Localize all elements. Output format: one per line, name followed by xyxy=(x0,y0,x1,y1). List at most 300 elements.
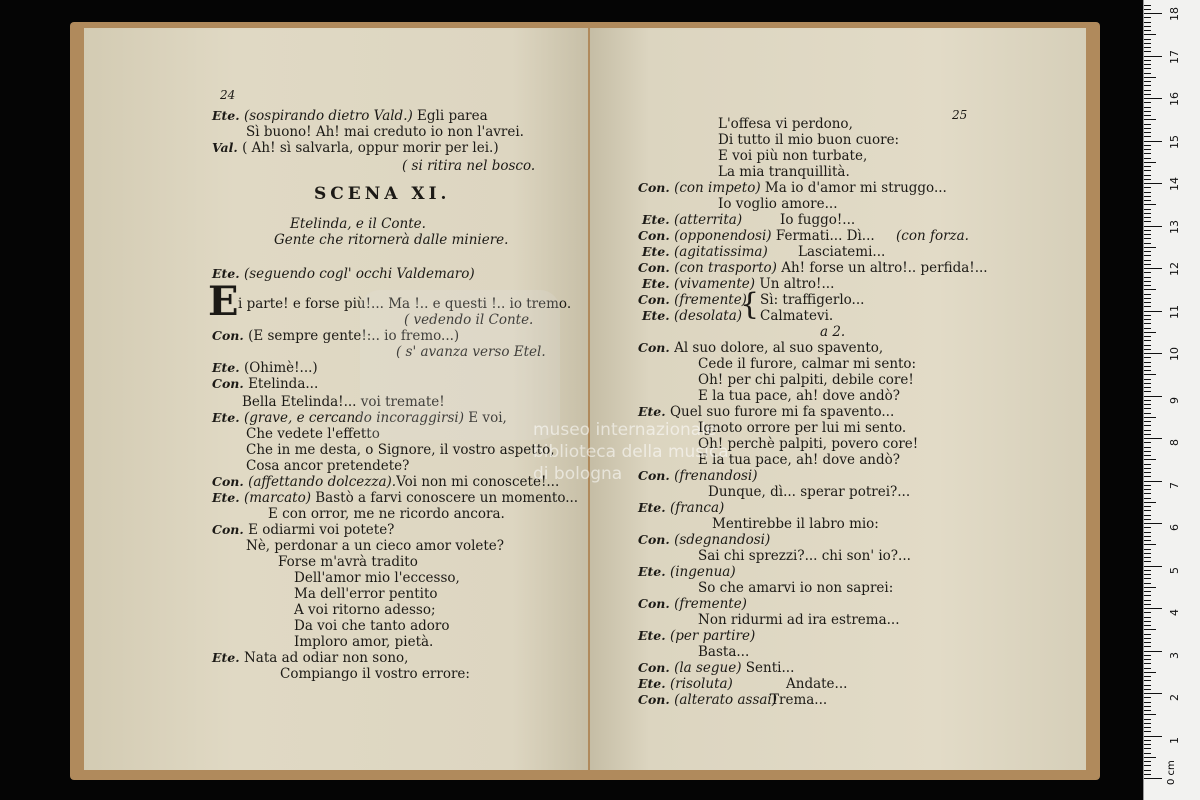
text-line xyxy=(290,216,426,232)
ruler-tick xyxy=(1144,774,1151,775)
speaker-label: Con. xyxy=(212,376,249,391)
stage-direction: ( vedendo il Conte. xyxy=(404,312,534,328)
text-line xyxy=(402,158,535,174)
text-line xyxy=(246,426,380,442)
scene-heading: SCENA XI. xyxy=(314,184,451,204)
stage-direction: (fremente) xyxy=(674,596,747,612)
verse-text: Nè, perdonar a un cieco amor volete? xyxy=(246,538,505,554)
ruler-tick xyxy=(1144,519,1151,520)
ruler-tick xyxy=(1144,638,1151,639)
ruler-tick xyxy=(1144,162,1156,163)
ruler-number: 2 xyxy=(1168,694,1181,701)
ruler-tick xyxy=(1144,600,1151,601)
stage-direction: Gente che ritornerà dalle miniere. xyxy=(274,232,509,248)
stage-direction: (vivamente) xyxy=(673,276,756,292)
text-line xyxy=(268,506,505,522)
text-line xyxy=(294,618,449,634)
ruler-number: 13 xyxy=(1168,219,1181,234)
ruler-tick xyxy=(1144,723,1151,724)
text-line xyxy=(638,340,883,356)
verse-text: Un altro!... xyxy=(755,276,835,292)
ruler-tick xyxy=(1144,85,1151,86)
ruler-tick xyxy=(1144,13,1162,14)
text-line xyxy=(638,564,736,580)
speaker-label: Con. xyxy=(638,468,675,483)
verse-text: Andate... xyxy=(786,676,848,692)
speaker-label: Ete. xyxy=(642,276,674,291)
ruler-tick xyxy=(1144,213,1151,214)
ruler-tick xyxy=(1144,294,1151,295)
ruler-tick xyxy=(1144,391,1151,392)
ruler-tick xyxy=(1144,629,1156,630)
text-line xyxy=(718,148,867,164)
speaker-label: Con. xyxy=(638,292,675,307)
ruler-tick xyxy=(1144,319,1151,320)
stage-direction: a 2. xyxy=(820,324,846,340)
ruler-number: 8 xyxy=(1168,439,1181,446)
speaker-label: Con. xyxy=(212,328,249,343)
ruler-tick xyxy=(1144,489,1151,490)
speaker-label: Con. xyxy=(638,260,675,275)
verse-text: E la tua pace, ah! dove andò? xyxy=(698,452,900,468)
ruler-tick xyxy=(1144,455,1151,456)
verse-text: Imploro amor, pietà. xyxy=(294,634,434,650)
ruler-tick xyxy=(1144,689,1151,690)
verse-text: Mentirebbe il labro mio: xyxy=(712,516,879,532)
verse-text: Ah! forse un altro!.. perfida!... xyxy=(776,260,988,276)
text-line xyxy=(642,244,886,260)
ruler-tick xyxy=(1144,578,1151,579)
stage-direction: (desolata) xyxy=(673,308,743,324)
watermark-logo xyxy=(360,290,560,440)
speaker-label: Con. xyxy=(638,228,675,243)
ruler-tick xyxy=(1144,9,1151,10)
text-line xyxy=(274,232,508,248)
ruler-tick xyxy=(1144,166,1151,167)
ruler-tick xyxy=(1144,315,1151,316)
stage-direction: (marcato) xyxy=(243,490,311,506)
ruler-tick xyxy=(1144,255,1151,256)
speaker-label: Con. xyxy=(638,340,675,355)
text-line xyxy=(212,360,318,376)
ruler-tick xyxy=(1144,697,1151,698)
ruler-tick xyxy=(1144,544,1156,545)
stage-direction: (alterato assai) xyxy=(674,692,778,708)
ruler-tick xyxy=(1144,124,1151,125)
stage-direction: ( si ritira nel bosco. xyxy=(402,158,536,174)
verse-text: Ma dell'error pentito xyxy=(294,586,438,602)
watermark-text: di bologna xyxy=(533,464,623,484)
ruler-tick xyxy=(1144,94,1151,95)
verse-text: Quel suo furore mi fa spavento... xyxy=(669,404,895,420)
ruler-tick xyxy=(1144,60,1151,61)
ruler-tick xyxy=(1144,183,1162,184)
stage-direction: (affettando dolcezza). xyxy=(248,474,397,490)
ruler-tick xyxy=(1144,64,1151,65)
verse-text: Basta... xyxy=(698,644,750,660)
verse-text: Che vedete l'effetto xyxy=(246,426,380,442)
ruler-tick xyxy=(1144,22,1151,23)
verse-text: Io voglio amore... xyxy=(718,196,838,212)
text-line xyxy=(698,388,900,404)
ruler-tick xyxy=(1144,651,1162,652)
verse-text: Ma io d'amor mi struggo... xyxy=(760,180,947,196)
text-line xyxy=(638,628,755,644)
verse-text: E odiarmi voi potete? xyxy=(248,522,395,538)
ruler-tick xyxy=(1144,264,1151,265)
ruler-tick xyxy=(1144,234,1151,235)
text-line xyxy=(246,538,504,554)
text-line xyxy=(212,266,475,282)
text-line xyxy=(212,490,578,506)
ruler-tick xyxy=(1144,30,1151,31)
ruler-tick xyxy=(1144,90,1151,91)
verse-text: Io fuggo!... xyxy=(780,212,856,228)
ruler-tick xyxy=(1144,595,1151,596)
right-page xyxy=(590,28,1086,770)
ruler-number: 9 xyxy=(1168,396,1181,404)
ruler-tick xyxy=(1144,204,1156,205)
ruler-tick xyxy=(1144,306,1151,307)
verse-text: Lasciatemi... xyxy=(798,244,886,260)
ruler-tick xyxy=(1144,34,1156,35)
ruler-tick xyxy=(1144,153,1151,154)
verse-text: Bastò a farvi conoscere un momento... xyxy=(310,490,579,506)
ruler-tick xyxy=(1144,68,1151,69)
ruler-tick xyxy=(1144,744,1151,745)
text-line xyxy=(718,164,850,180)
ruler-tick xyxy=(1144,77,1156,78)
ruler-tick xyxy=(1144,710,1151,711)
ruler-tick xyxy=(1144,362,1151,363)
ruler-tick xyxy=(1144,472,1151,473)
verse-text: Oh! perchè palpiti, povero core! xyxy=(698,436,919,452)
ruler-tick xyxy=(1144,243,1151,244)
text-line xyxy=(212,140,499,156)
stage-direction: (fremente) xyxy=(674,292,747,308)
ruler-tick xyxy=(1144,396,1162,397)
verse-text: Calmatevi. xyxy=(760,308,834,324)
ruler-tick xyxy=(1144,413,1151,414)
text-line xyxy=(642,212,856,228)
ruler-tick xyxy=(1144,145,1151,146)
verse-text: i parte! e forse più!... Ma !.. e questi !.. io tremo. xyxy=(238,296,572,312)
ruler-tick xyxy=(1144,311,1162,312)
ruler-tick xyxy=(1144,748,1151,749)
ruler-number: 16 xyxy=(1168,92,1181,106)
ruler-tick xyxy=(1144,553,1151,554)
page-number: 25 xyxy=(952,108,968,122)
watermark-text: biblioteca della musica xyxy=(533,442,729,462)
ruler-tick xyxy=(1144,778,1162,779)
page-number: 24 xyxy=(220,88,236,102)
text-line xyxy=(246,124,524,140)
verse-text: Forse m'avrà tradito xyxy=(278,554,418,570)
ruler-number: 17 xyxy=(1168,49,1181,64)
text-line xyxy=(698,580,893,596)
ruler-tick xyxy=(1144,302,1151,303)
ruler-tick xyxy=(1144,289,1156,290)
ruler-tick xyxy=(1144,642,1151,643)
ruler-tick xyxy=(1144,366,1151,367)
ruler-tick xyxy=(1144,281,1151,282)
verse-text: (Ohimè!...) xyxy=(243,360,318,376)
verse-text: Fermati... Dì... xyxy=(771,228,875,244)
ruler-tick xyxy=(1144,175,1151,176)
ruler-tick xyxy=(1144,668,1151,669)
verse-text: Al suo dolore, al suo spavento, xyxy=(674,340,884,356)
stage-direction: (franca) xyxy=(669,500,725,516)
ruler-tick xyxy=(1144,685,1151,686)
text-line xyxy=(212,376,318,392)
verse-text: Compiango il vostro errore: xyxy=(280,666,470,682)
verse-text: Che in me desta, o Signore, il vostro aspetto, xyxy=(246,442,555,458)
verse-text: Senti... xyxy=(741,660,795,676)
ruler-tick xyxy=(1144,247,1156,248)
speaker-label: Ete. xyxy=(638,564,670,579)
ruler-number: 1 xyxy=(1168,736,1181,744)
ruler-tick xyxy=(1144,5,1151,6)
ruler-tick xyxy=(1144,527,1151,528)
speaker-label: Con. xyxy=(638,180,675,195)
ruler-tick xyxy=(1144,706,1151,707)
ruler-tick xyxy=(1144,506,1151,507)
speaker-label: Ete. xyxy=(638,628,670,643)
ruler-tick xyxy=(1144,421,1151,422)
ruler-tick xyxy=(1144,26,1151,27)
ruler-tick xyxy=(1144,209,1151,210)
brace-glyph: { xyxy=(740,287,760,322)
ruler-tick xyxy=(1144,404,1151,405)
ruler-tick xyxy=(1144,187,1151,188)
ruler-tick xyxy=(1144,672,1156,673)
ruler-tick xyxy=(1144,570,1151,571)
text-line xyxy=(638,500,724,516)
text-line xyxy=(638,404,894,420)
ruler-tick xyxy=(1144,655,1151,656)
text-line xyxy=(698,644,749,660)
speaker-label: Con. xyxy=(638,596,675,611)
stage-direction: (con impeto) xyxy=(674,180,761,196)
ruler-tick xyxy=(1144,387,1151,388)
ruler-tick xyxy=(1144,540,1151,541)
speaker-label: Val. xyxy=(212,140,243,155)
text-line xyxy=(698,612,900,628)
ruler-tick xyxy=(1144,170,1151,171)
speaker-label: Ete. xyxy=(642,244,674,259)
ruler-tick xyxy=(1144,587,1156,588)
ruler-tick xyxy=(1144,336,1151,337)
stage-direction: (sospirando dietro Vald.) xyxy=(243,108,413,124)
ruler-tick xyxy=(1144,617,1151,618)
ruler-tick xyxy=(1144,39,1151,40)
text-line xyxy=(712,516,879,532)
ruler-tick xyxy=(1144,604,1151,605)
ruler-tick xyxy=(1144,523,1162,524)
stage-direction: (risoluta) xyxy=(669,676,733,692)
stage-direction: (grave, e cercando incoraggirsi) xyxy=(243,410,464,426)
ruler-tick xyxy=(1144,417,1156,418)
ruler-tick xyxy=(1144,115,1151,116)
ruler-tick xyxy=(1144,323,1151,324)
ruler-tick xyxy=(1144,379,1151,380)
ruler-tick xyxy=(1144,47,1151,48)
speaker-label: Con. xyxy=(638,692,675,707)
verse-text: E la tua pace, ah! dove andò? xyxy=(698,388,900,404)
ruler-number: 18 xyxy=(1168,7,1181,21)
ruler-tick xyxy=(1144,502,1156,503)
verse-text: L'offesa vi perdono, xyxy=(718,116,853,132)
ruler-tick xyxy=(1144,485,1151,486)
ruler-tick xyxy=(1144,17,1151,18)
ruler-tick xyxy=(1144,442,1151,443)
text-line xyxy=(708,484,910,500)
text-line xyxy=(638,468,758,484)
text-line xyxy=(294,586,438,602)
ruler-tick xyxy=(1144,719,1151,720)
stage-direction: ( s' avanza verso Etel. xyxy=(396,344,546,360)
stage-direction: Etelinda, e il Conte. xyxy=(290,216,426,232)
ruler-tick xyxy=(1144,272,1151,273)
stage-direction: (opponendosi) xyxy=(674,228,772,244)
ruler-tick xyxy=(1144,132,1151,133)
ruler-tick xyxy=(1144,357,1151,358)
text-line xyxy=(294,602,436,618)
ruler-tick xyxy=(1144,43,1151,44)
verse-text: Sai chi sprezzi?... chi son' io?... xyxy=(698,548,911,564)
ruler-tick xyxy=(1144,621,1151,622)
text-line xyxy=(718,116,853,132)
ruler-tick xyxy=(1144,349,1151,350)
text-line xyxy=(294,634,433,650)
verse-text: Cosa ancor pretendete? xyxy=(246,458,410,474)
text-line xyxy=(638,292,865,308)
ruler-tick xyxy=(1144,634,1151,635)
ruler-tick xyxy=(1144,149,1151,150)
ruler-tick xyxy=(1144,226,1162,227)
ruler-tick xyxy=(1144,498,1151,499)
ruler-number: 6 xyxy=(1168,524,1181,531)
verse-text: Non ridurmi ad ira estrema... xyxy=(698,612,900,628)
verse-text: ( Ah! sì salvarla, oppur morir per lei.) xyxy=(242,140,499,156)
stage-direction: (sdegnandosi) xyxy=(674,532,771,548)
ruler-tick xyxy=(1144,493,1151,494)
ruler-tick xyxy=(1144,425,1151,426)
ruler-tick xyxy=(1144,285,1151,286)
stage-direction: (frenandosi) xyxy=(674,468,758,484)
ruler-tick xyxy=(1144,714,1156,715)
stage-direction: (per partire) xyxy=(669,628,756,644)
verse-text: Voi non mi conoscete!... xyxy=(396,474,560,490)
ruler-tick xyxy=(1144,753,1151,754)
ruler-tick xyxy=(1144,757,1156,758)
text-line xyxy=(698,548,911,564)
text-line xyxy=(212,474,559,490)
verse-text: Da voi che tanto adoro xyxy=(294,618,450,634)
ruler-tick xyxy=(1144,447,1151,448)
verse-text: La mia tranquillità. xyxy=(718,164,850,180)
ruler-tick xyxy=(1144,332,1156,333)
speaker-label: Ete. xyxy=(642,308,674,323)
ruler-tick xyxy=(1144,510,1151,511)
ruler-tick xyxy=(1144,663,1151,664)
ruler-tick xyxy=(1144,680,1151,681)
ruler-tick xyxy=(1144,408,1151,409)
verse-text: Dell'amor mio l'eccesso, xyxy=(294,570,460,586)
verse-text: A voi ritorno adesso; xyxy=(294,602,436,618)
text-line xyxy=(212,522,394,538)
ruler-tick xyxy=(1144,158,1151,159)
ruler-tick xyxy=(1144,434,1151,435)
ruler-tick xyxy=(1144,102,1151,103)
ruler-tick xyxy=(1144,727,1151,728)
verse-text: E voi più non turbate, xyxy=(718,148,868,164)
ruler-tick xyxy=(1144,345,1151,346)
verse-text: Egli parea xyxy=(412,108,488,124)
text-line xyxy=(638,596,747,612)
speaker-label: Ete. xyxy=(638,404,670,419)
ruler-tick xyxy=(1144,676,1151,677)
ruler-number: 5 xyxy=(1168,566,1181,574)
drop-cap: E xyxy=(208,278,239,325)
ruler-tick xyxy=(1144,574,1151,575)
ruler-tick xyxy=(1144,221,1151,222)
ruler-tick xyxy=(1144,557,1151,558)
verse-text: Cede il furore, calmar mi sento: xyxy=(698,356,917,372)
text-line xyxy=(212,650,408,666)
text-line xyxy=(698,420,906,436)
ruler-tick xyxy=(1144,107,1151,108)
stage-direction: (atterrita) xyxy=(673,212,743,228)
ruler-tick xyxy=(1144,230,1151,231)
ruler-tick xyxy=(1144,370,1151,371)
ruler-tick xyxy=(1144,196,1151,197)
verse-text: So che amarvi io non saprei: xyxy=(698,580,894,596)
ruler-tick xyxy=(1144,277,1151,278)
text-line xyxy=(294,570,460,586)
ruler-number: 3 xyxy=(1168,651,1181,659)
ruler-tick xyxy=(1144,536,1151,537)
text-line xyxy=(280,666,470,682)
speaker-label: Ete. xyxy=(212,360,244,375)
text-line xyxy=(698,436,918,452)
speaker-label: Ete. xyxy=(212,650,244,665)
ruler-number: 10 xyxy=(1168,347,1181,361)
ruler-tick xyxy=(1144,702,1151,703)
ruler-tick xyxy=(1144,298,1151,299)
ruler-tick xyxy=(1144,353,1162,354)
ruler-tick xyxy=(1144,73,1151,74)
text-line xyxy=(246,458,409,474)
ruler-tick xyxy=(1144,51,1151,52)
ruler-tick xyxy=(1144,251,1151,252)
ruler-tick xyxy=(1144,81,1151,82)
speaker-label: Ete. xyxy=(212,490,244,505)
speaker-label: Con. xyxy=(212,522,249,537)
verse-text: (E sempre gente!:.. io fremo...) xyxy=(248,328,460,344)
text-line xyxy=(638,692,828,708)
text-line xyxy=(246,442,555,458)
ruler-tick xyxy=(1144,765,1151,766)
ruler-tick xyxy=(1144,400,1151,401)
verse-text: Nata ad odiar non sono, xyxy=(243,650,409,666)
ruler-tick xyxy=(1144,612,1151,613)
ruler-tick xyxy=(1144,268,1162,269)
ruler-tick xyxy=(1144,693,1162,694)
text-line xyxy=(718,196,838,212)
text-line xyxy=(212,108,488,124)
ruler-tick xyxy=(1144,736,1162,737)
